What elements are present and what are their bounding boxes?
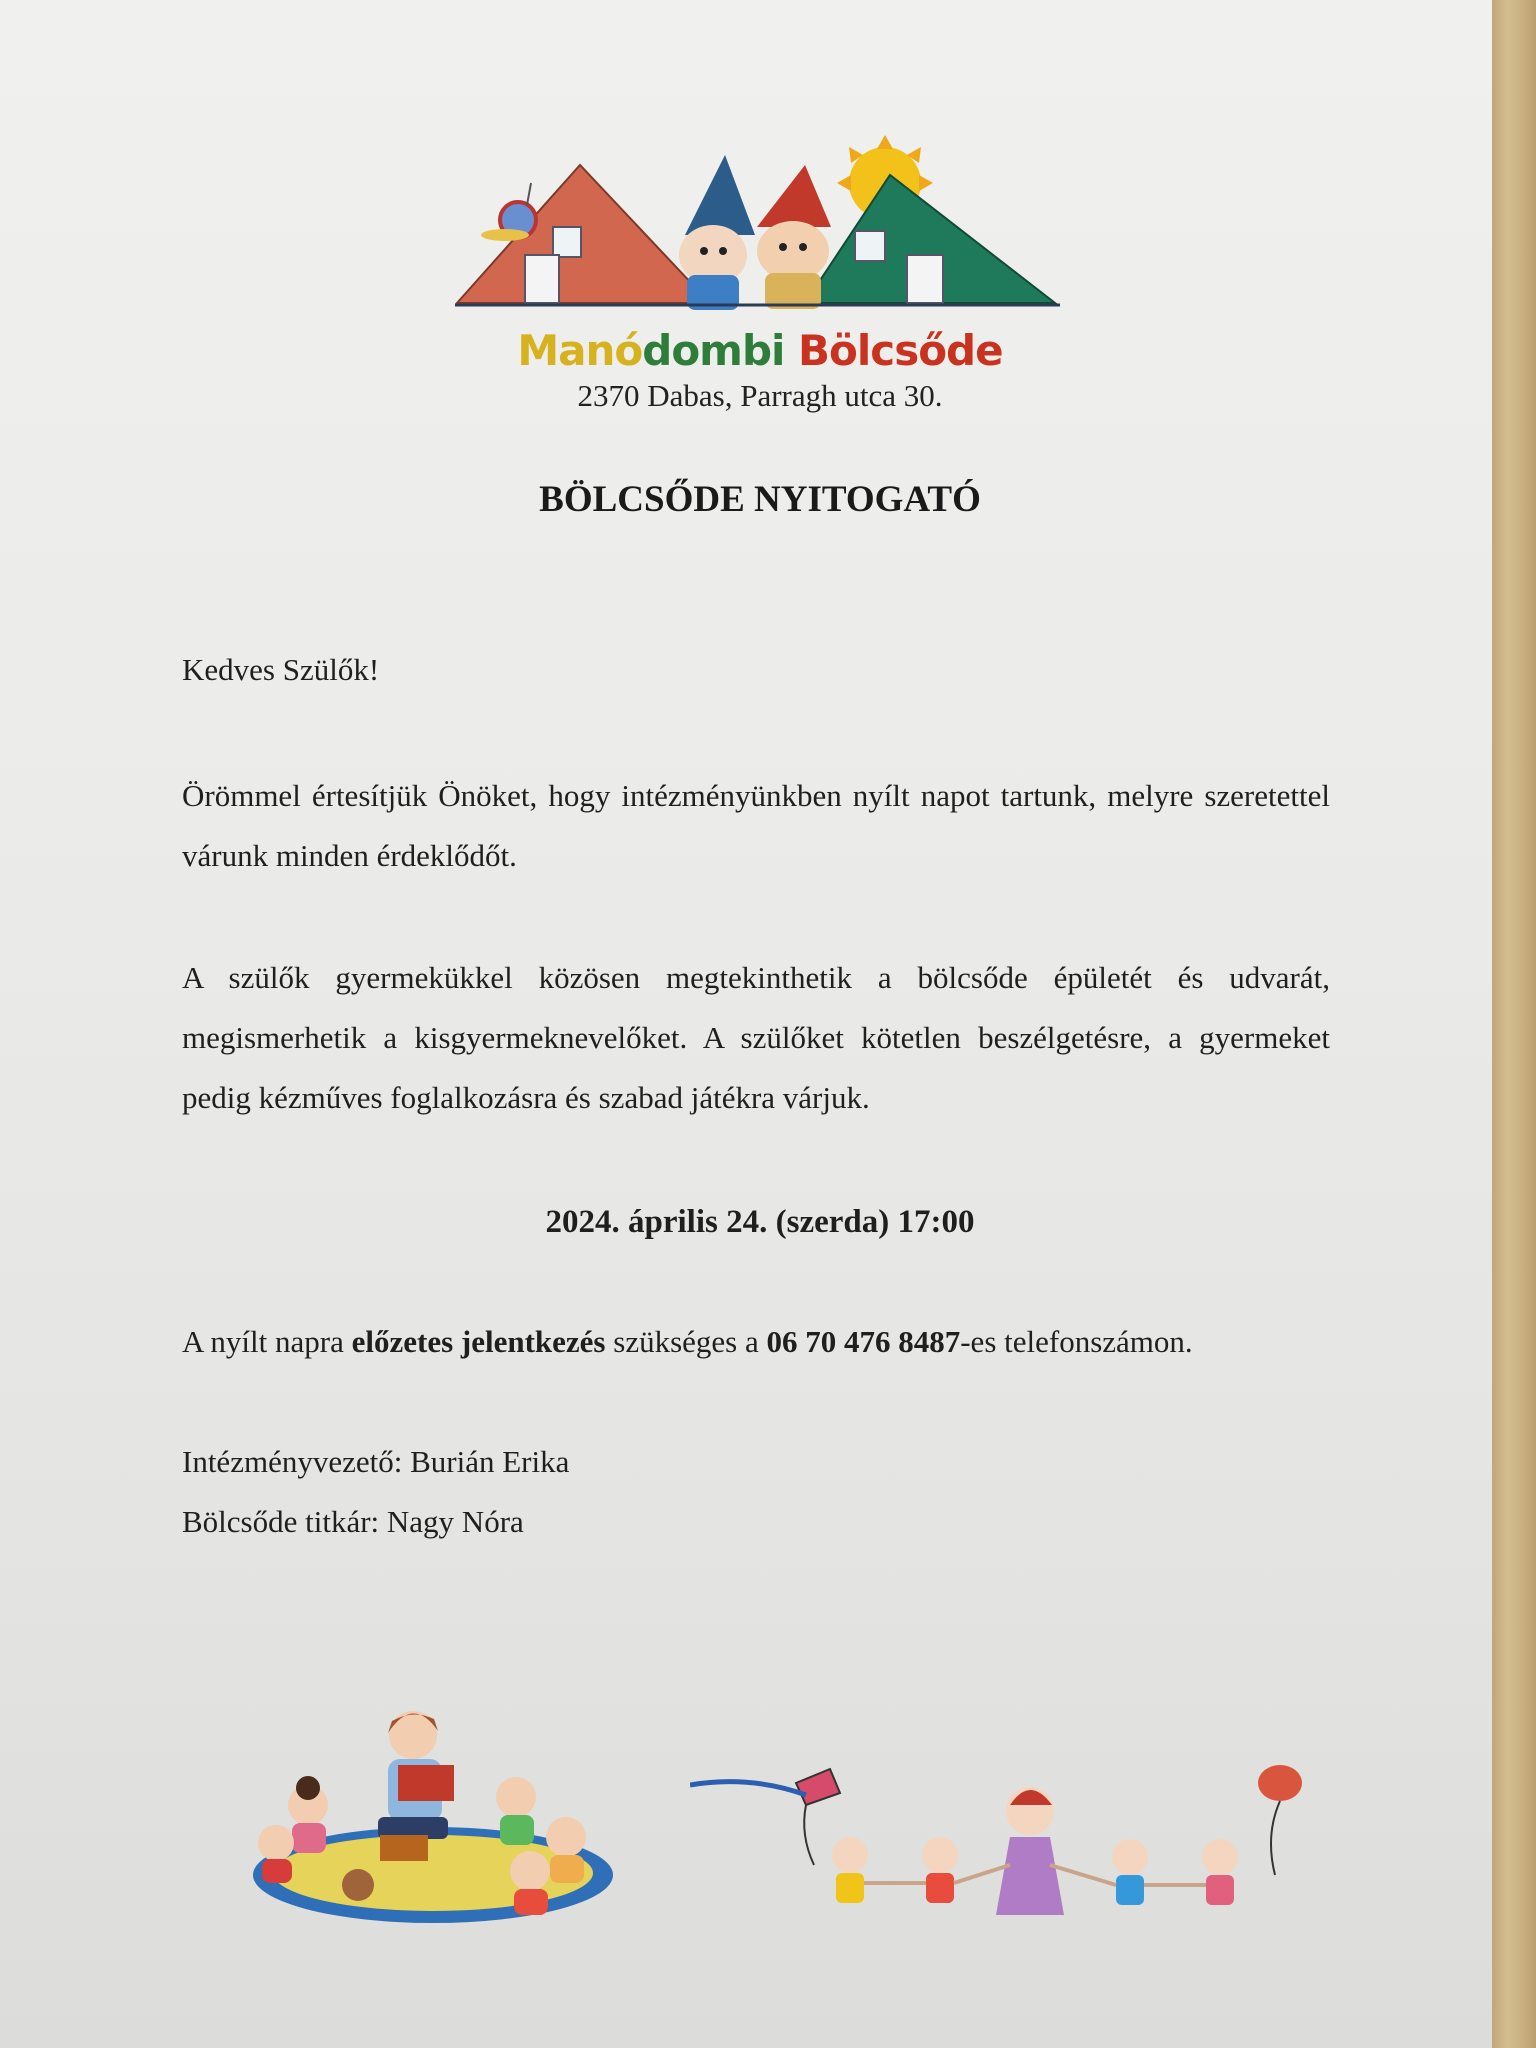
brand-word-bolcsode: Bölcsőde	[798, 326, 1003, 375]
nursery-logo	[455, 135, 1065, 335]
page-title: BÖLCSŐDE NYITOGATÓ	[539, 479, 981, 520]
table-edge	[1492, 0, 1536, 2048]
registration-required: előzetes jelentkezés	[351, 1324, 606, 1359]
director-line: Intézményvezető: Burián Erika	[182, 1444, 570, 1479]
secretary-line: Bölcsőde titkár: Nagy Nóra	[182, 1504, 524, 1539]
registration-info	[182, 1312, 1382, 1372]
snail-icon	[481, 183, 536, 241]
greeting: Kedves Szülők!	[182, 652, 380, 687]
phone-number: 06 70 476 8487	[766, 1324, 961, 1359]
address: 2370 Dabas, Parragh utca 30.	[577, 378, 943, 413]
paragraph-program: A szülők gyermekükkel közösen megtekinthetik a bölcsőde épületét és udvarát, megismerhetik a kisgyermeknevelőket. A szülőket kötetlen beszélgetésre, a gyermeket pedig kézműves foglalkozásra és szabad játékra várjuk.	[182, 960, 1330, 1115]
reading-children-illustration	[248, 1695, 618, 1925]
event-date: 2024. április 24. (szerda) 17:00	[545, 1204, 975, 1240]
balloon-icon	[1258, 1765, 1302, 1875]
children-holding-hands-illustration	[690, 1765, 1310, 1935]
brand-name	[0, 326, 1520, 375]
paragraph-invitation: Örömmel értesítjük Önöket, hogy intézményünkben nyílt napot tartunk, melyre szeretettel várunk minden érdeklődőt.	[182, 778, 1330, 873]
brand-word-mano: Manó	[517, 326, 643, 375]
brand-word-dombi: dombi	[642, 326, 785, 375]
registration-post: -es telefonszámon.	[960, 1324, 1193, 1359]
registration-mid: szükséges a	[605, 1324, 767, 1359]
registration-pre: A nyílt napra	[182, 1324, 352, 1359]
right-house	[805, 175, 1055, 303]
kite-icon	[690, 1769, 840, 1865]
red-gnome	[757, 165, 831, 309]
blue-gnome	[679, 155, 755, 310]
